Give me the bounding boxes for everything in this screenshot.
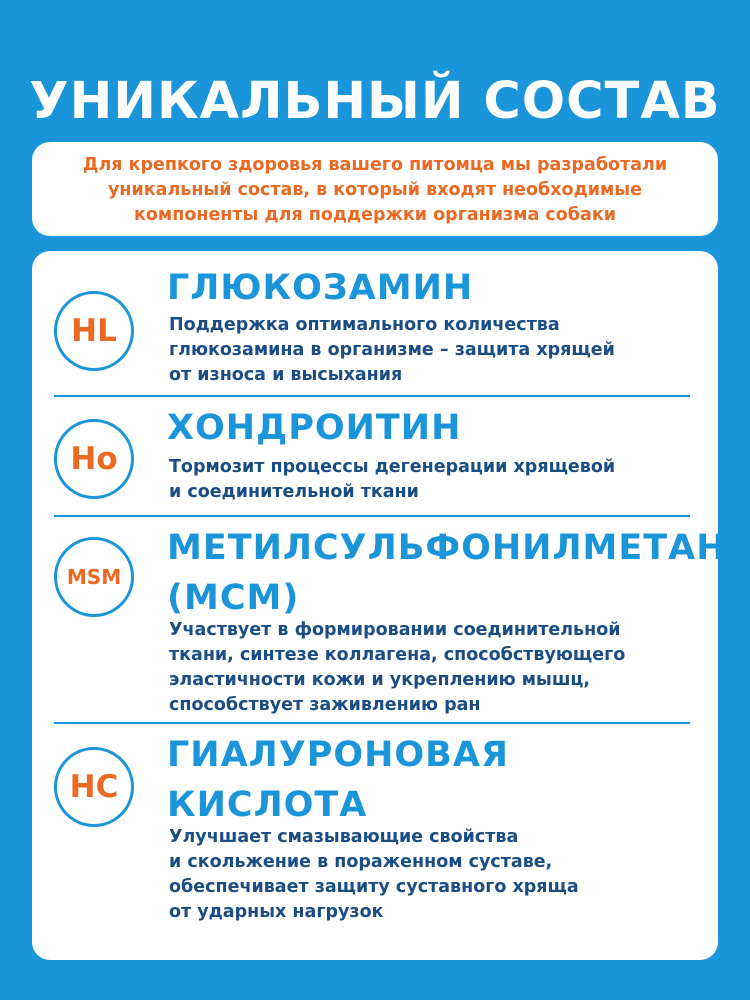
component-desc-line: от износа и высыхания	[169, 365, 403, 385]
chondroitin-badge-icon: Ho	[54, 419, 134, 499]
divider	[54, 722, 690, 724]
page-title: УНИКАЛЬНЫЙ СОСТАВ	[29, 72, 721, 131]
hyaluronic-acid-badge-icon: HC	[54, 747, 134, 827]
component-desc-line: обеспечивает защиту суставного хряща	[169, 877, 579, 897]
component-title-line: ХОНДРОИТИН	[167, 408, 462, 448]
component-desc-line: способствует заживлению ран	[169, 695, 481, 715]
component-desc-line: ткани, синтезе коллагена, способствующего	[169, 645, 626, 665]
component-desc-line: глюкозамина в организме – защита хрящей	[169, 340, 615, 360]
component-desc-line: Тормозит процессы дегенерации хрящевой	[169, 457, 616, 477]
component-desc-line: Участвует в формировании соединительной	[169, 620, 621, 640]
divider	[54, 395, 690, 397]
intro-line: уникальный состав, в который входят необходимые	[108, 180, 642, 200]
chondroitin-title	[167, 403, 461, 453]
intro-line: компоненты для поддержки организма собаки	[134, 205, 616, 225]
component-desc-line: Улучшает смазывающие свойства	[169, 827, 519, 847]
hyaluronic-acid-title	[167, 730, 509, 830]
component-desc-line: и соединительной ткани	[169, 482, 419, 502]
glucosamine-description	[169, 313, 615, 388]
component-desc-line: эластичности кожи и укреплению мышц,	[169, 670, 591, 690]
glucosamine-title	[167, 263, 473, 313]
component-title-line: ГЛЮКОЗАМИН	[167, 268, 474, 308]
component-title-line: КИСЛОТА	[167, 785, 368, 825]
component-title-line: ГИАЛУРОНОВАЯ	[167, 735, 509, 775]
component-title-line: МЕТИЛСУЛЬФОНИЛМЕТАН	[167, 528, 727, 568]
msm-title	[167, 523, 727, 623]
msm-badge-icon: MSM	[54, 537, 134, 617]
glucosamine-badge-icon: HL	[54, 291, 134, 371]
component-title-line: (МСМ)	[167, 578, 300, 618]
hyaluronic-acid-description	[169, 825, 579, 925]
chondroitin-description	[169, 455, 615, 505]
intro-line: Для крепкого здоровья вашего питомца мы разработали	[82, 155, 668, 175]
msm-description	[169, 618, 625, 718]
divider	[54, 515, 690, 517]
component-desc-line: и скольжение в пораженном суставе,	[169, 852, 553, 872]
components-panel	[32, 251, 727, 960]
component-desc-line: Поддержка оптимального количества	[169, 315, 560, 335]
component-desc-line: от ударных нагрузок	[169, 902, 384, 922]
intro-box	[32, 142, 718, 236]
